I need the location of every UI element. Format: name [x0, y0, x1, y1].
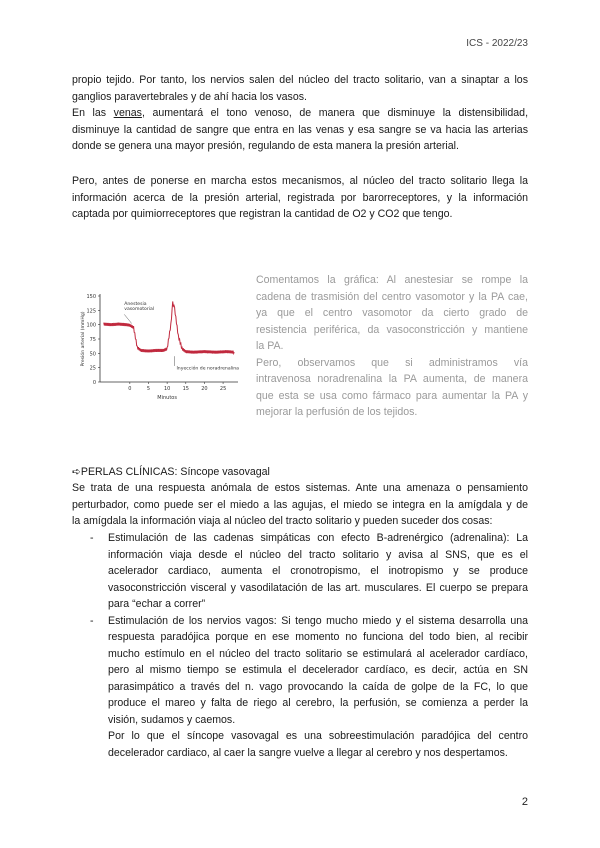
text-line: para “echar a correr”: [108, 598, 206, 610]
y-tick-label: 50: [89, 351, 96, 358]
caption-line: que esta se usa como fármaco para aumentar la PA y: [256, 389, 528, 402]
text-line: Estimulación de las cadenas simpáticas con efecto B-adrenérgico (adrenalina): La: [108, 532, 528, 544]
x-axis-label: Minutos: [157, 395, 177, 401]
text-line: propio tejido. Por tanto, los nervios salen del núcleo del tracto solitario, van a sinaptar a los: [72, 74, 528, 86]
annotation-pointer: [124, 314, 131, 323]
caption-line: Comentamos la gráfica: Al anestesiar se rompe la: [256, 274, 528, 286]
section-title-text: PERLAS CLÍNICAS: Síncope vasovagal: [80, 466, 270, 478]
paragraph-2: [72, 105, 528, 155]
text-line: información acerca de la presión arterial, registrada por barorreceptores, y la información: [72, 191, 528, 204]
text-line: Pero, antes de ponerse en marcha estos mecanismos, al núcleo del tracto solitario llega la: [72, 175, 528, 187]
x-tick-label: 20: [201, 386, 208, 392]
paragraph-4: [72, 480, 528, 530]
bullet-vagal: [90, 613, 528, 762]
text-line: mucho estímulo en el núcleo del tracto solitario se estimulará al acelerador cardíaco,: [108, 647, 528, 660]
blood-pressure-chart: [76, 280, 246, 410]
annotation-injection: Inyección de noradrenalina: [176, 366, 239, 372]
text-line: ganglios paravertebrales y de ahí hacia los vasos.: [72, 90, 307, 103]
text-line: captada por quimiorreceptores que registran la cantidad de O2 y CO2 que tengo.: [72, 208, 453, 220]
caption-line: intravenosa noradrenalina la PA aumenta, de manera: [256, 373, 528, 385]
text-line: acelerador cardiaco, aumenta el cronotropismo, el inotropismo y se produce: [108, 565, 528, 577]
bullet-dash: -: [90, 614, 94, 627]
paragraph-3: [72, 173, 528, 223]
text-line: la amígdala la información viaja al núcleo del tracto solitario y pueden suceder dos cosas:: [72, 515, 493, 527]
bullet-dash: -: [90, 532, 94, 544]
text-line: perturbador, como puede ser el miedo a las agujas, el miedo se integra en la amígdala y de: [72, 498, 528, 511]
y-tick-label: 150: [86, 294, 96, 300]
text-line: visión, sudamos y caemos.: [108, 713, 236, 726]
text-line: información viaja desde el núcleo del tracto solitario y avisa al SNS, que es el: [108, 548, 528, 561]
text-line: parasimpático a través del n. vago provocando la caída de golpe de la FC, lo que: [108, 680, 528, 693]
text-line: disminuye la cantidad de sangre que entra en las venas y esa sangre se va hacia las arterias: [72, 123, 528, 136]
caption-line: ya que el centro vasomotor da cierto grado de: [256, 307, 528, 319]
caption-line: resistencia periférica, da vasoconstricción y mantiene: [256, 323, 528, 336]
section-title: [72, 466, 270, 478]
text-fragment: , aumentará el tono venoso, de manera que disminuye la distensibilidad,: [141, 107, 529, 119]
caption-line: la PA.: [256, 340, 284, 352]
text-line: Se trata de una respuesta anómala de estos sistemas. Ante una amenaza o pensamiento: [72, 482, 528, 494]
y-tick-label: 0: [92, 380, 96, 386]
x-tick-label: 0: [128, 386, 132, 392]
caption-line: cadena de trasmisión del centro vasomotor y la PA cae,: [256, 290, 528, 303]
x-tick-label: 15: [182, 386, 189, 392]
text-line: Por lo que el síncope vasovagal es una sobreestimulación paradójica del centro: [108, 730, 528, 742]
paragraph-1: [72, 72, 528, 105]
text-line: vasoconstricción visceral y vasodilatación de las art. musculares. El cuerpo se prepara: [108, 581, 528, 594]
arrow-icon: ➪: [72, 466, 81, 478]
x-tick-label: 25: [219, 386, 227, 392]
page-number: 2: [521, 796, 528, 808]
text-line: respuesta paradójica porque en ese momento no funciona del todo bien, al recibir: [108, 631, 528, 643]
text-line: Estimulación de los nervios vagos: Si tengo mucho miedo y el sistema desarrolla una: [108, 614, 528, 627]
underlined-word: venas: [113, 107, 142, 119]
x-tick-label: 5: [146, 386, 151, 392]
y-tick-label: 100: [86, 322, 96, 329]
y-tick-label: 75: [89, 337, 96, 343]
text-fragment: En las: [72, 107, 114, 119]
text-line: decelerador cardiaco, al caer la sangre vuelve a llegar al cerebro y nos despertamos.: [108, 746, 508, 759]
caption-line: Pero, observamos que si administramos vía: [256, 356, 528, 369]
y-tick-label: 125: [86, 308, 96, 315]
bullet-sympathetic: [90, 530, 528, 613]
page-header: ICS - 2022/23: [466, 38, 528, 49]
bullet-list: [72, 530, 528, 761]
x-tick-label: 10: [163, 386, 171, 392]
annotation-anesthesia-1: Anestesia: [124, 302, 147, 308]
text-line: donde se genera una mayor presión, regulando de esta manera la presión arterial.: [72, 140, 459, 152]
caption-line: mejorar la perfusión de los tejidos.: [256, 406, 418, 418]
annotation-anesthesia-2: vasomotorial: [124, 306, 155, 312]
figure-caption: [256, 272, 528, 421]
y-axis-label: Presión arterial (mmHg): [81, 311, 86, 367]
y-tick-label: 25: [89, 365, 96, 372]
text-line: pero al mismo tiempo se estimula el decelerador cardíaco, es decir, actúa en SN: [108, 664, 528, 676]
text-line: produce el mareo y falta de riego al cerebro, la perfusión, se comienza a perder la: [108, 697, 528, 709]
